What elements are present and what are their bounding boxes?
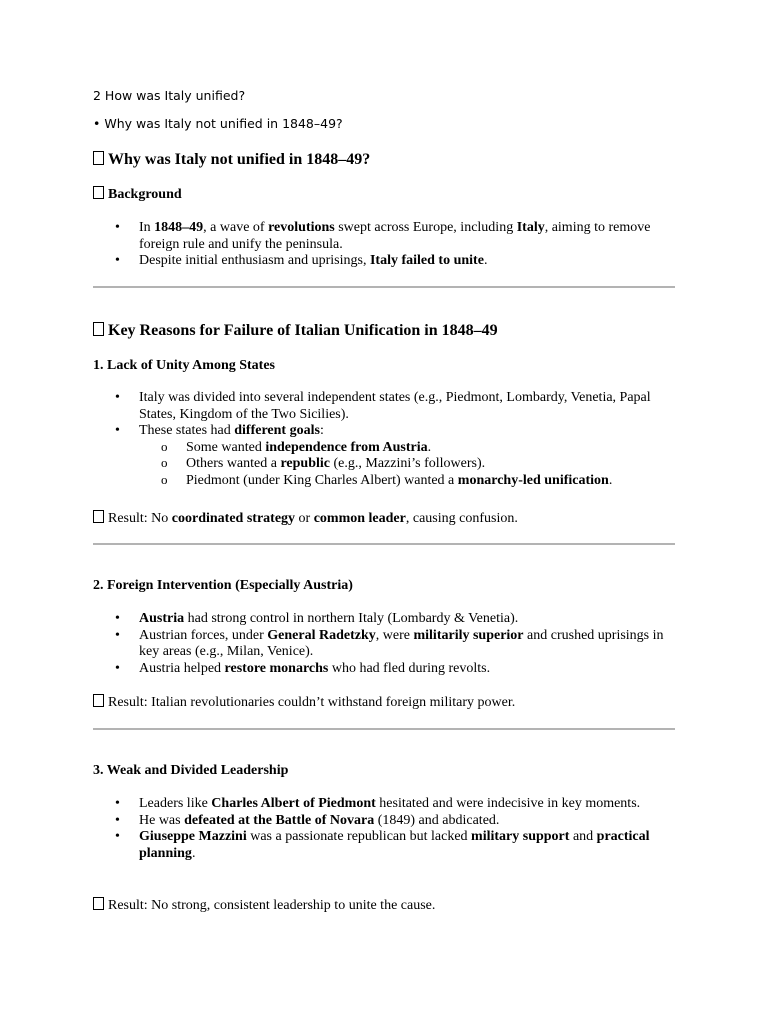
background-list bbox=[93, 220, 675, 270]
missing-glyph-icon bbox=[93, 510, 104, 523]
header-line-1: 2 How was Italy unified? bbox=[93, 88, 246, 103]
divider bbox=[93, 728, 675, 730]
missing-glyph-icon bbox=[93, 186, 104, 199]
section-1-result: Result: No coordinated strategy or common leader, causing confusion. bbox=[93, 510, 518, 527]
list-item: • Austria helped restore monarchs who had fled during revolts. bbox=[93, 661, 675, 678]
list-item: • Giuseppe Mazzini was a passionate republican but lacked military support and practical planning. bbox=[93, 829, 675, 862]
list-item: • Austria had strong control in northern Italy (Lombardy & Venetia). bbox=[93, 611, 675, 628]
divider bbox=[93, 543, 675, 545]
sub-list-item: o Some wanted independence from Austria. bbox=[139, 440, 675, 457]
missing-glyph-icon bbox=[93, 151, 104, 165]
list-item: • Austrian forces, under General Radetzky, were militarily superior and crushed uprisings in key areas (e.g., Milan, Venice). bbox=[93, 628, 675, 661]
section-3-heading: 3. Weak and Divided Leadership bbox=[93, 763, 289, 778]
section-2-result: Result: Italian revolutionaries couldn’t withstand foreign military power. bbox=[93, 694, 515, 711]
section-1-sublist bbox=[139, 440, 675, 490]
section-2-list bbox=[93, 611, 675, 677]
sub-list-item: o Piedmont (under King Charles Albert) wanted a monarchy-led unification. bbox=[139, 473, 675, 490]
section-2-heading: 2. Foreign Intervention (Especially Austria) bbox=[93, 578, 353, 593]
section-3-list bbox=[93, 796, 675, 862]
header-line-2: • Why was Italy not unified in 1848–49? bbox=[93, 116, 343, 131]
list-item: • Despite initial enthusiasm and uprisings, Italy failed to unite. bbox=[93, 253, 675, 270]
sub-list-item: o Others wanted a republic (e.g., Mazzini’s followers). bbox=[139, 456, 675, 473]
section-1-heading: 1. Lack of Unity Among States bbox=[93, 358, 276, 373]
list-item: • Italy was divided into several independent states (e.g., Piedmont, Lombardy, Venetia, Papal States, Kingdom of the Two Sicilies). bbox=[93, 390, 675, 423]
section-1-list bbox=[93, 390, 675, 489]
list-item: • He was defeated at the Battle of Novara (1849) and abdicated. bbox=[93, 813, 675, 830]
list-item: • Leaders like Charles Albert of Piedmont hesitated and were indecisive in key moments. bbox=[93, 796, 675, 813]
list-item: • In 1848–49, a wave of revolutions swept across Europe, including Italy, aiming to remove foreign rule and unify the peninsula. bbox=[93, 220, 675, 253]
divider bbox=[93, 286, 675, 288]
key-reasons-heading: Key Reasons for Failure of Italian Unification in 1848–49 bbox=[93, 321, 498, 341]
missing-glyph-icon bbox=[93, 694, 104, 707]
missing-glyph-icon bbox=[93, 897, 104, 910]
main-title: Why was Italy not unified in 1848–49? bbox=[93, 150, 370, 170]
missing-glyph-icon bbox=[93, 322, 104, 336]
list-item: • These states had different goals: o Some wanted independence from Austria. o Others wanted a republic (e.g., Mazzini’s followers). o Piedmont (under King Charles Albert) wanted a monarchy-led unification. bbox=[93, 423, 675, 489]
section-3-result: Result: No strong, consistent leadership to unite the cause. bbox=[93, 897, 435, 914]
background-heading: Background bbox=[93, 186, 182, 204]
